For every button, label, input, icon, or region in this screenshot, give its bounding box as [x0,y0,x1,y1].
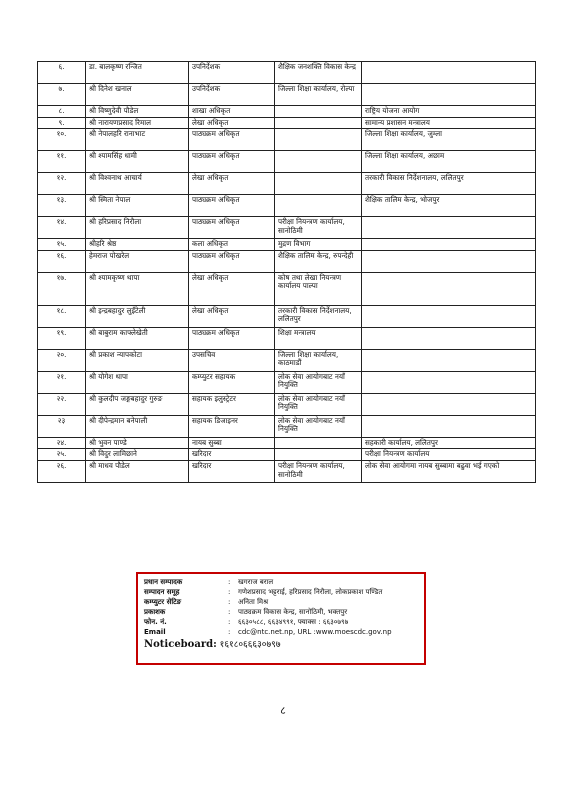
cell-name: श्री भुवन पाण्डे [86,437,189,449]
cell-from [275,437,362,449]
info-colon: : [228,598,231,606]
cell-to [362,415,536,437]
table-row [38,305,536,327]
cell-name: श्री नेपालहरि रानाभाट [86,129,189,151]
table-row [38,449,536,461]
cell-sn: २०. [38,349,86,371]
cell-name: श्री श्यामसिंह धामी [86,151,189,173]
table-row [38,415,536,437]
info-row [144,607,418,617]
info-row [144,577,418,587]
cell-name: श्री दीपेन्द्रमान बनेपाली [86,415,189,437]
cell-from [275,151,362,173]
cell-post: पाठ्यक्रम अधिकृत [189,327,275,349]
cell-to [362,217,536,239]
info-value: ६६३०५८८, ६६३४९९१, फ्याक्स : ६६३०७९७ [238,618,349,626]
cell-sn: १३. [38,195,86,217]
cell-post: लेखा अधिकृत [189,117,275,129]
info-value: गणेशप्रसाद भट्टराई, हरिप्रसाद निरौला, लोकप्रकाश पण्डित [238,588,383,596]
info-row [144,627,418,637]
cell-to: सामान्य प्रशासन मन्त्रालय [362,117,536,129]
table-row [38,272,536,305]
cell-name: श्री बाबुराम काफ्लेखेती [86,327,189,349]
cell-from [275,195,362,217]
table-row [38,460,536,482]
cell-to: सहकारी कार्यालय, ललितपुर [362,437,536,449]
info-colon: : [228,628,231,636]
cell-name: श्री विश्वनाथ आचार्य [86,173,189,195]
cell-name: श्री विदुर लामिछाने [86,449,189,461]
cell-sn: १५. [38,239,86,251]
cell-post: लेखा अधिकृत [189,272,275,305]
page-number: ८ [280,704,286,717]
table-row [38,250,536,272]
table-row [38,437,536,449]
cell-sn: २४. [38,437,86,449]
table-row [38,327,536,349]
cell-name: डा. बालकृष्ण रन्जित [86,62,189,84]
cell-to [362,305,536,327]
table-row [38,349,536,371]
cell-to [362,327,536,349]
cell-name: श्री विष्णुदेवी पौडेल [86,106,189,118]
cell-to: तरकारी विकास निर्देशनालय, ललितपुर [362,173,536,195]
staff-transfer-table [37,61,536,483]
cell-from: तरकारी विकास निर्देशनालय, ललितपुर [275,305,362,327]
cell-sn: १०. [38,129,86,151]
cell-post: कला अधिकृत [189,239,275,251]
cell-from [275,106,362,118]
cell-sn: ११. [38,151,86,173]
cell-sn: १४. [38,217,86,239]
noticeboard-line [144,638,418,652]
cell-name: श्री नारायणप्रसाद रिमाल [86,117,189,129]
cell-post: सहायक डिजाइनर [189,415,275,437]
cell-sn: २५. [38,449,86,461]
table-row [38,217,536,239]
table-row [38,371,536,393]
info-row [144,597,418,607]
cell-post: लेखा अधिकृत [189,305,275,327]
cell-sn: १९. [38,327,86,349]
cell-from: मुद्रण विभाग [275,239,362,251]
cell-sn: ७. [38,84,86,106]
cell-from [275,129,362,151]
cell-to: राष्ट्रिय योजना आयोग [362,106,536,118]
table-row [38,239,536,251]
cell-name: श्री प्रकाश न्यापकोटा [86,349,189,371]
info-value: पाठ्यक्रम विकास केन्द्र, सानोठिमी, भक्तपुर [238,608,348,616]
cell-post: खरिदार [189,449,275,461]
staff-table-body [38,62,536,483]
cell-name: हेमराज पोखरेल [86,250,189,272]
info-colon: : [228,618,231,626]
info-colon: : [228,588,231,596]
cell-to [362,371,536,393]
info-label: प्रकाशक [144,608,166,616]
cell-sn: १२. [38,173,86,195]
cell-post: उपनिर्देशक [189,62,275,84]
cell-name: श्री माधव पौडेल [86,460,189,482]
cell-name: श्री श्यामकृष्ण थापा [86,272,189,305]
cell-from: लोक सेवा आयोगबाट नयाँ नियुक्ति [275,371,362,393]
cell-from: परीक्षा नियन्त्रण कार्यालय, सानोठिमी [275,460,362,482]
cell-sn: ९. [38,117,86,129]
table-row [38,84,536,106]
cell-post: नायब सुब्बा [189,437,275,449]
info-value: खगराज बराल [238,578,274,586]
cell-post: उपसचिव [189,349,275,371]
table-row [38,106,536,118]
cell-name: श्री स्मिता नेपाल [86,195,189,217]
cell-to [362,250,536,272]
info-label: प्रधान सम्पादक [144,578,183,586]
table-row [38,173,536,195]
cell-sn: १८. [38,305,86,327]
table-row [38,195,536,217]
cell-to: शैक्षिक तालिम केन्द्र, भोजपुर [362,195,536,217]
cell-from: शैक्षिक तालिम केन्द्र, रुपन्देही [275,250,362,272]
info-label: सम्पादन समूह [144,588,180,596]
cell-name: श्री इन्द्रबहादुर लुइँटेली [86,305,189,327]
cell-to [362,239,536,251]
cell-post: उपनिर्देशक [189,84,275,106]
info-label: फोन. नं. [144,618,167,626]
info-colon: : [228,578,231,586]
cell-to [362,349,536,371]
cell-from: लोक सेवा आयोगबाट नयाँ नियुक्ति [275,393,362,415]
cell-name: श्री दिनेश खनाल [86,84,189,106]
noticeboard-number: १६१८०६६६३०७९७ [219,640,281,650]
cell-to: जिल्ला शिक्षा कार्यालय, जुम्ला [362,129,536,151]
cell-from [275,173,362,195]
cell-to: लोक सेवा आयोगमा नायब सुब्बामा बढुवा भई गएको [362,460,536,482]
cell-sn: १६. [38,250,86,272]
cell-post: खरिदार [189,460,275,482]
cell-from [275,449,362,461]
cell-to: परीक्षा नियन्त्रण कार्यालय [362,449,536,461]
cell-from: जिल्ला शिक्षा कार्यालय, रोल्पा [275,84,362,106]
cell-post: पाठ्यक्रम अधिकृत [189,217,275,239]
cell-from: लोक सेवा आयोगबाट नयाँ नियुक्ति [275,415,362,437]
cell-from [275,117,362,129]
noticeboard-label: Noticeboard: [144,639,217,650]
publication-info-box [136,572,426,665]
table-row [38,117,536,129]
info-row [144,587,418,597]
cell-sn: २१. [38,371,86,393]
table-row [38,151,536,173]
info-label: कम्प्युटर सेटिङ [144,598,182,606]
cell-sn: ८. [38,106,86,118]
info-row [144,617,418,627]
info-rows [144,577,418,637]
cell-from: परीक्षा नियन्त्रण कार्यालय, सानोठिमी [275,217,362,239]
cell-to [362,272,536,305]
cell-post: पाठ्यक्रम अधिकृत [189,129,275,151]
cell-to [362,393,536,415]
info-value: अनिता मिश्र [238,598,269,606]
cell-post: पाठ्यक्रम अधिकृत [189,195,275,217]
cell-name: श्री हरिप्रसाद निरौला [86,217,189,239]
cell-from: जिल्ला शिक्षा कार्यालय, काठमाडौं [275,349,362,371]
cell-from: शैक्षिक जनशक्ति विकास केन्द्र [275,62,362,84]
cell-sn: ६. [38,62,86,84]
info-value: cdc@ntc.net.np, URL :www.moescdc.gov.np [238,628,392,636]
cell-post: सहायक इलुस्ट्रेटर [189,393,275,415]
cell-post: कम्प्युटर सहायक [189,371,275,393]
cell-name: श्री कुलदीप जङ्गबहादुर गुरुङ [86,393,189,415]
cell-name: श्री योगेश थापा [86,371,189,393]
cell-name: श्रीहरि श्रेष्ठ [86,239,189,251]
cell-from: शिक्षा मन्त्रालय [275,327,362,349]
cell-sn: २६. [38,460,86,482]
cell-sn: १७. [38,272,86,305]
cell-sn: २२. [38,393,86,415]
cell-to [362,62,536,84]
cell-to: जिल्ला शिक्षा कार्यालय, अछाम [362,151,536,173]
cell-post: पाठ्यक्रम अधिकृत [189,151,275,173]
cell-post: लेखा अधिकृत [189,173,275,195]
cell-sn: २३ [38,415,86,437]
cell-post: पाठ्यक्रम अधिकृत [189,250,275,272]
info-label: Email [144,628,166,636]
table-row [38,129,536,151]
cell-to [362,84,536,106]
cell-post: शाखा अधिकृत [189,106,275,118]
cell-from: कोष तथा लेखा नियन्त्रण कार्यालय पाल्पा [275,272,362,305]
table-row [38,393,536,415]
table-row [38,62,536,84]
info-colon: : [228,608,231,616]
